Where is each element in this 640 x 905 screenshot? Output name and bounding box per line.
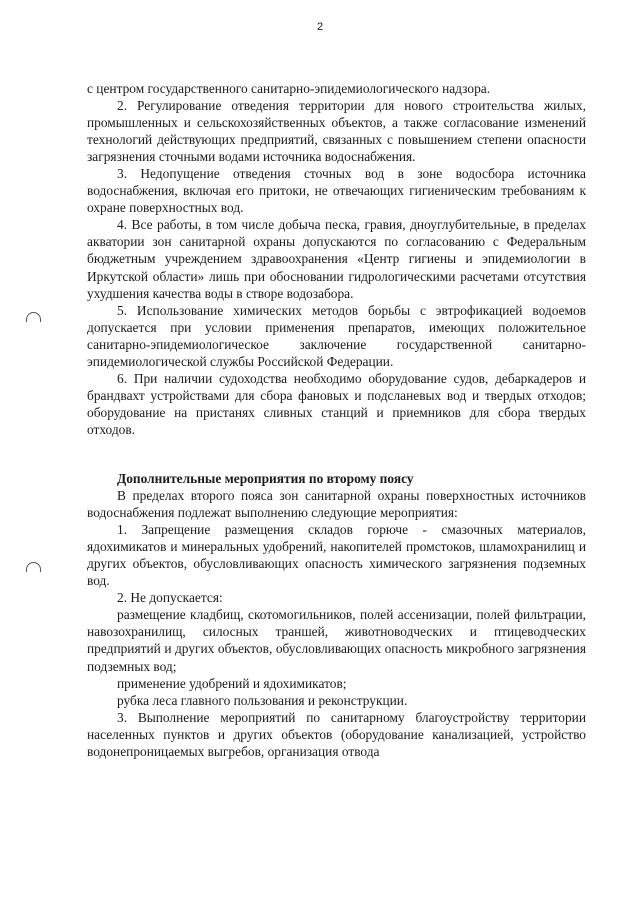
section-gap xyxy=(87,438,586,470)
section-subitem: размещение кладбищ, скотомогильников, полей ассенизации, полей фильтрации, навозохранилищ, силосных траншей, животноводческих и птицеводческих предприятий и других объектов, обусловливающих опасность микробного загрязнения подземных вод; xyxy=(87,607,586,674)
section-subitem: рубка леса главного пользования и реконструкции. xyxy=(117,692,408,708)
document-body xyxy=(87,80,586,760)
margin-arc-mark xyxy=(26,562,41,572)
section-intro: В пределах второго пояса зон санитарной охраны поверхностных источников водоснабжения подлежат выполнению следующие мероприятия: xyxy=(87,488,586,521)
paragraph-item-2: 2. Регулирование отведения территории для нового строительства жилых, промышленных и сельскохозяйственных объектов, а также согласование изменений технологий действующих предприятий, связанных с повышением степени опасности загрязнения сточными водами источника водоснабжения. xyxy=(87,98,586,165)
paragraph-continuation: с центром государственного санитарно-эпидемиологического надзора. xyxy=(87,81,491,96)
section-heading: Дополнительные мероприятия по второму поясу xyxy=(117,470,414,486)
paragraph-item-6: 6. При наличии судоходства необходимо оборудование судов, дебаркадеров и брандвахт устройствами для сбора фановых и подсланевых вод и твердых отходов; оборудование на пристанях сливных станций и приемников для сбора твердых отходов. xyxy=(87,370,586,437)
page-number: 2 xyxy=(316,21,324,33)
section-item-1: 1. Запрещение размещения складов горюче - смазочных материалов, ядохимикатов и минеральных удобрений, накопителей промстоков, шламохранилищ и других объектов, обусловливающих опасность химического загрязнения подземных вод. xyxy=(87,522,586,589)
section-item-3: 3. Выполнение мероприятий по санитарному благоустройству территории населенных пунктов и других объектов (оборудование канализацией, устройство водонепроницаемых выгребов, организация отвода xyxy=(87,709,586,759)
margin-arc-mark xyxy=(26,312,41,322)
section-subitem: применение удобрений и ядохимикатов; xyxy=(117,675,347,691)
section-item-2: 2. Не допускается: xyxy=(117,590,223,606)
paragraph-item-3: 3. Недопущение отведения сточных вод в зоне водосбора источника водоснабжения, включая его притоки, не отвечающих гигиеническим требованиям к охране поверхностных вод. xyxy=(87,166,586,216)
paragraph-item-4: 4. Все работы, в том числе добыча песка, гравия, дноуглубительные, в пределах акватории зон санитарной охраны допускаются по согласованию с Федеральным бюджетным учреждением здравоохранения «Центр гигиены и эпидемиологии в Иркутской области» лишь при обосновании гидрологическими расчетами отсутствия ухудшения качества воды в створе водозабора. xyxy=(87,217,586,301)
paragraph-item-5: 5. Использование химических методов борьбы с эвтрофикацией водоемов допускается при условии применения препаратов, имеющих положительное санитарно-эпидемиологическое заключение государственной санитарно-эпидемиологической службы Российской Федерации. xyxy=(87,302,586,369)
